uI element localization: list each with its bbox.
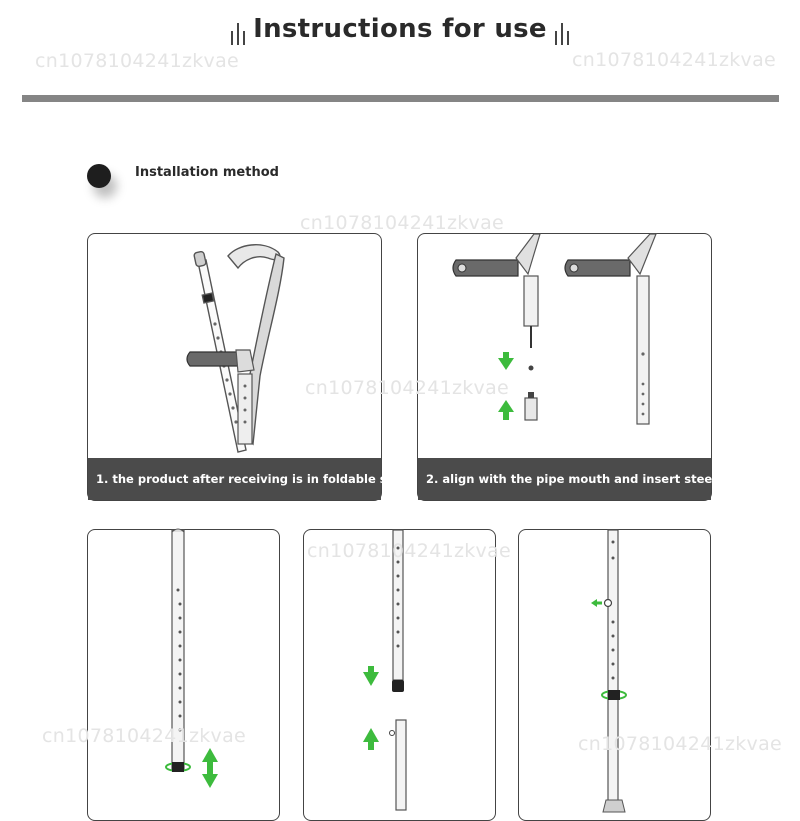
- lock-illustration: [519, 530, 710, 820]
- tip-insert-illustration: [304, 530, 495, 820]
- watermark: cn1078104241zkvae: [578, 733, 783, 755]
- arrow-up-icon: [498, 400, 514, 420]
- step-caption-1: 1. the product after receiving is in foldable state: [88, 458, 381, 500]
- decor-bars-icon: [229, 15, 247, 45]
- height-adjust-illustration: [88, 530, 279, 820]
- page-title-text: Instructions for use: [253, 14, 547, 44]
- watermark: cn1078104241zkvae: [42, 725, 247, 747]
- decor-bars-icon: [553, 15, 571, 45]
- watermark: cn1078104241zkvae: [572, 49, 777, 71]
- arrow-down-icon: [498, 352, 514, 370]
- watermark: cn1078104241zkvae: [305, 377, 510, 399]
- step-caption-2: 2. align with the pipe mouth and insert steel balls: [418, 458, 711, 500]
- watermark: cn1078104241zkvae: [300, 212, 505, 234]
- arrow-down-icon: [363, 666, 379, 686]
- bullet-dot-icon: [87, 164, 111, 188]
- step-panel-4: [303, 529, 496, 821]
- arrow-left-icon: [591, 599, 602, 607]
- page-title: [0, 14, 800, 45]
- step-panel-5: [518, 529, 711, 821]
- watermark: cn1078104241zkvae: [35, 50, 240, 72]
- step-panel-2: [417, 233, 751, 501]
- header-rule: [22, 95, 779, 102]
- watermark: cn1078104241zkvae: [307, 540, 512, 562]
- arrow-up-icon: [363, 728, 379, 750]
- step-panel-3: [87, 529, 280, 821]
- section-label: Installation method: [135, 165, 279, 180]
- arrow-updown-icon: [202, 748, 218, 788]
